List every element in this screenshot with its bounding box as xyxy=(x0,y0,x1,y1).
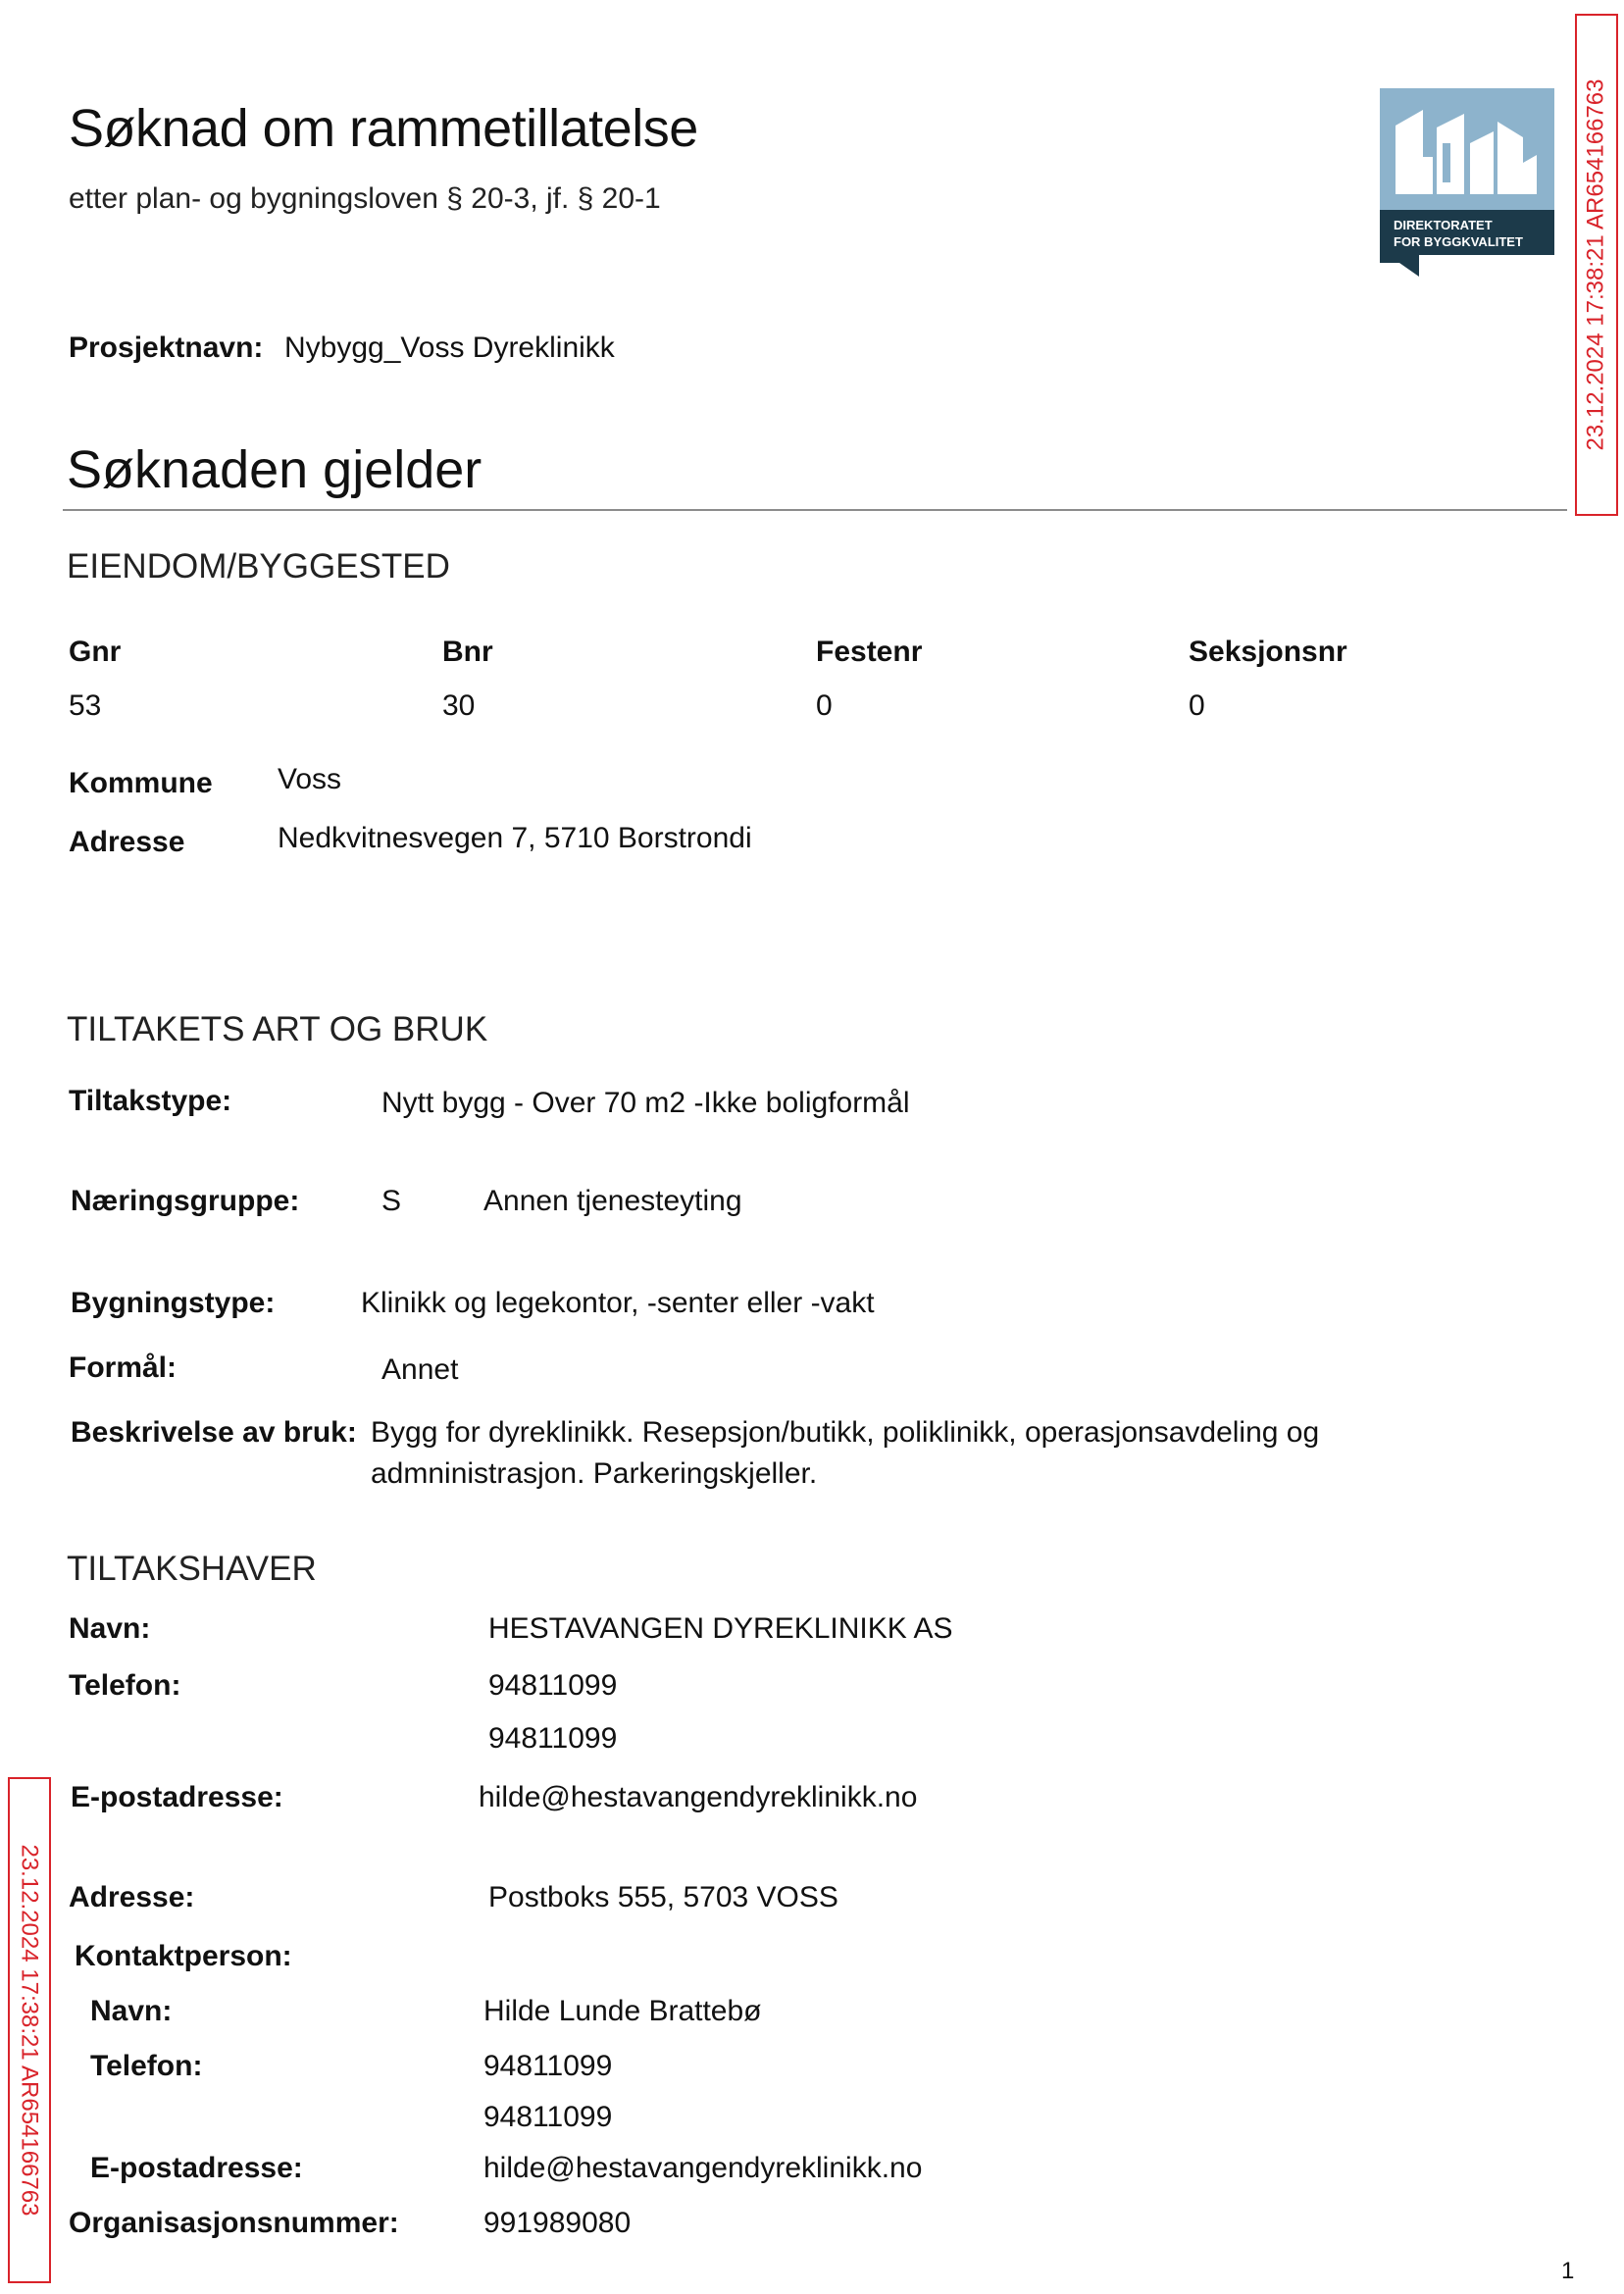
beskrivelse-label: Beskrivelse av bruk: xyxy=(71,1416,357,1449)
page-title: Søknad om rammetillatelse xyxy=(69,99,698,158)
property-section-title: EIENDOM/BYGGESTED xyxy=(67,547,450,586)
th-epost-label: E-postadresse: xyxy=(71,1781,283,1813)
th-adresse-value: Postboks 555, 5703 VOSS xyxy=(488,1881,838,1913)
adresse-label: Adresse xyxy=(69,826,185,858)
receipt-stamp-left-text: 23.12.2024 17:38:21 AR654166763 xyxy=(17,1844,43,2217)
dibk-logo xyxy=(1380,88,1554,277)
th-telefon-value-1: 94811099 xyxy=(488,1669,618,1702)
org-value: 991989080 xyxy=(483,2207,632,2239)
gnr-value: 53 xyxy=(69,689,102,722)
formaal-value: Annet xyxy=(381,1353,459,1386)
bygningstype-label: Bygningstype: xyxy=(71,1287,276,1319)
tiltakstype-label: Tiltakstype: xyxy=(69,1085,232,1117)
gnr-label: Gnr xyxy=(69,636,122,668)
kp-telefon-label: Telefon: xyxy=(90,2050,203,2082)
th-telefon-value-2: 94811099 xyxy=(488,1722,618,1755)
kp-navn-value: Hilde Lunde Brattebø xyxy=(483,1995,762,2027)
seksjonsnr-value: 0 xyxy=(1189,689,1205,722)
formaal-label: Formål: xyxy=(69,1351,178,1384)
kontaktperson-label: Kontaktperson: xyxy=(75,1940,292,1972)
heading-divider xyxy=(63,509,1567,511)
bnr-value: 30 xyxy=(442,689,476,722)
tiltakshaver-section-title: TILTAKSHAVER xyxy=(67,1550,317,1588)
project-value: Nybygg_Voss Dyreklinikk xyxy=(284,331,615,364)
seksjonsnr-label: Seksjonsnr xyxy=(1189,636,1347,668)
naeringsgruppe-value: Annen tjenesteyting xyxy=(483,1185,742,1217)
receipt-stamp-left xyxy=(8,1777,51,2283)
logo-text-line2: FOR BYGGKVALITET xyxy=(1394,234,1523,249)
page-subtitle: etter plan- og bygningsloven § 20-3, jf. § 20-1 xyxy=(69,182,661,215)
kp-telefon-value-2: 94811099 xyxy=(483,2101,613,2133)
th-navn-value: HESTAVANGEN DYREKLINIKK AS xyxy=(488,1612,953,1645)
kp-epost-value: hilde@hestavangendyreklinikk.no xyxy=(483,2152,923,2184)
receipt-stamp-right xyxy=(1575,14,1618,516)
kommune-label: Kommune xyxy=(69,767,213,799)
th-telefon-label: Telefon: xyxy=(69,1669,181,1702)
logo-text-line1: DIREKTORATET xyxy=(1394,218,1493,232)
festenr-value: 0 xyxy=(816,689,833,722)
kp-telefon-value-1: 94811099 xyxy=(483,2050,613,2082)
bygningstype-value: Klinikk og legekontor, -senter eller -vakt xyxy=(361,1287,875,1319)
tiltakstype-value: Nytt bygg - Over 70 m2 -Ikke boligformål xyxy=(381,1087,910,1119)
bnr-label: Bnr xyxy=(442,636,493,668)
dibk-logo-graphic xyxy=(1380,88,1554,277)
festenr-label: Festenr xyxy=(816,636,923,668)
main-heading: Søknaden gjelder xyxy=(67,440,482,499)
kommune-value: Voss xyxy=(278,763,342,795)
project-label: Prosjektnavn: xyxy=(69,331,264,364)
page-number: 1 xyxy=(1561,2258,1575,2284)
naeringsgruppe-label: Næringsgruppe: xyxy=(71,1185,300,1217)
adresse-value: Nedkvitnesvegen 7, 5710 Borstrondi xyxy=(278,822,752,854)
tiltak-section-title: TILTAKETS ART OG BRUK xyxy=(67,1010,488,1048)
kp-epost-label: E-postadresse: xyxy=(90,2152,303,2184)
beskrivelse-line-1: Bygg for dyreklinikk. Resepsjon/butikk, poliklinikk, operasjonsavdeling og xyxy=(371,1416,1320,1449)
beskrivelse-line-2: admninistrasjon. Parkeringskjeller. xyxy=(371,1457,818,1490)
naeringsgruppe-code: S xyxy=(381,1185,402,1217)
org-label: Organisasjonsnummer: xyxy=(69,2207,399,2239)
kp-navn-label: Navn: xyxy=(90,1995,173,2027)
th-epost-value: hilde@hestavangendyreklinikk.no xyxy=(479,1781,918,1813)
th-adresse-label: Adresse: xyxy=(69,1881,195,1913)
th-navn-label: Navn: xyxy=(69,1612,151,1645)
receipt-stamp-right-text: 23.12.2024 17:38:21 AR654166763 xyxy=(1583,78,1609,451)
